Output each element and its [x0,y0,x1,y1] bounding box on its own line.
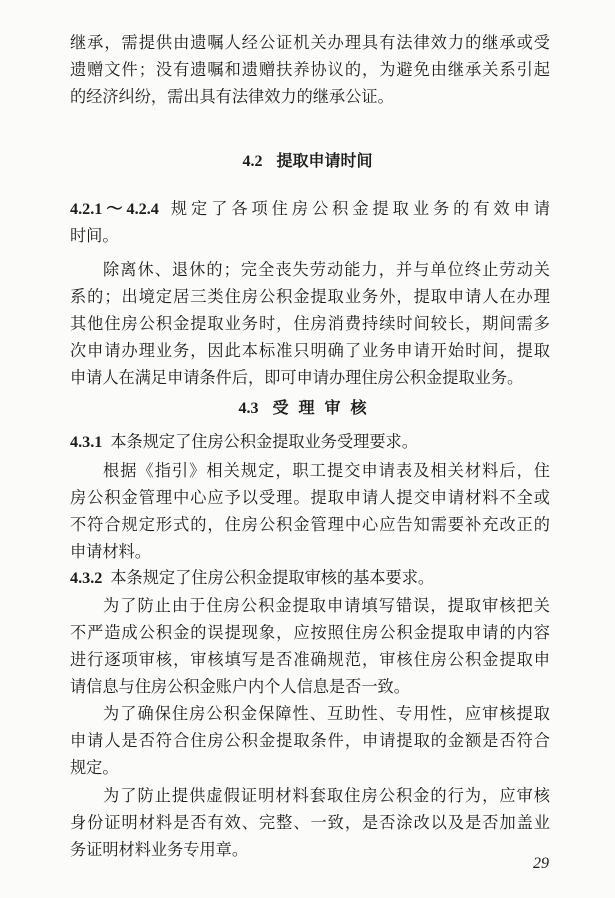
section-title: 受理审核 [272,398,377,417]
clause-number: 4.3.2 [70,569,103,587]
section-heading-4-2 [0,148,615,175]
paragraph-line: 请信息与住房公积金账户内个人信息是否一致。 [70,677,410,696]
clause-text: 本条规定了住房公积金提取业务受理要求。 [110,432,418,451]
section-number: 4.2 [242,153,263,170]
paragraph-line: 不符合规定形式的，住房公积金管理中心应告知需要补充改正的 [70,515,550,534]
clause-text: 规定了各项住房公积金提取业务的有效申请 [166,199,550,218]
paragraph-line: 进行逐项审核，审核填写是否准确规范，审核住房公积金提取申 [70,650,550,669]
paragraph-line: 房公积金管理中心应予以受理。提取申请人提交申请材料不全或 [70,488,550,507]
paragraph-line: 不严造成公积金的误提现象，应按照住房公积金提取申请的内容 [70,623,550,642]
clause-line [70,429,550,456]
paragraph-line: 务证明材料业务专用章。 [70,840,249,859]
paragraph-line: 除离休、退休的；完全丧失劳动能力，并与单位终止劳动关 [103,260,550,279]
section-title: 提取申请时间 [276,151,373,170]
paragraph-line: 次申请办理业务，因此本标准只明确了业务申请开始时间，提取 [70,341,550,360]
paragraph-line: 申请材料。 [70,542,151,561]
paragraph-line: 为了防止由于住房公积金提取申请填写错误，提取审核把关 [103,596,550,615]
clause-line [70,196,550,223]
page-number: 29 [533,855,549,872]
paragraph-line: 遗赠文件；没有遗嘱和遗赠扶养协议的，为避免由继承关系引起 [70,60,550,79]
paragraph-line: 的经济纠纷，需出具有法律效力的继承公证。 [70,87,394,106]
clause-line: 时间。 [70,226,119,245]
clause-text: 本条规定了住房公积金提取审核的基本要求。 [110,568,435,587]
paragraph-line: 为了确保住房公积金保障性、互助性、专用性，应审核提取 [103,704,550,723]
paragraph-line: 为了防止提供虚假证明材料套取住房公积金的行为，应审核 [103,786,550,805]
paragraph-line: 规定。 [70,758,119,777]
paragraph-line: 其他住房公积金提取业务时，住房消费持续时间较长，期间需多 [70,314,550,333]
paragraph-line: 系的；出境定居三类住房公积金提取业务外，提取申请人在办理 [70,287,550,306]
clause-number: 4.2.1～4.2.4 [70,200,159,218]
clause-number: 4.3.1 [70,433,103,451]
section-number: 4.3 [238,400,259,417]
paragraph-line: 申请人是否符合住房公积金提取条件，申请提取的金额是否符合 [70,731,550,750]
section-heading-4-3 [0,395,615,422]
paragraph-line: 根据《指引》相关规定，职工提交申请表及相关材料后，住 [103,461,550,480]
paragraph-line: 继承，需提供由遗嘱人经公证机关办理具有法律效力的继承或受 [70,33,550,52]
clause-line [70,565,550,592]
paragraph-line: 申请人在满足申请条件后，即可申请办理住房公积金提取业务。 [70,368,524,387]
paragraph-line: 身份证明材料是否有效、完整、一致，是否涂改以及是否加盖业 [70,813,550,832]
